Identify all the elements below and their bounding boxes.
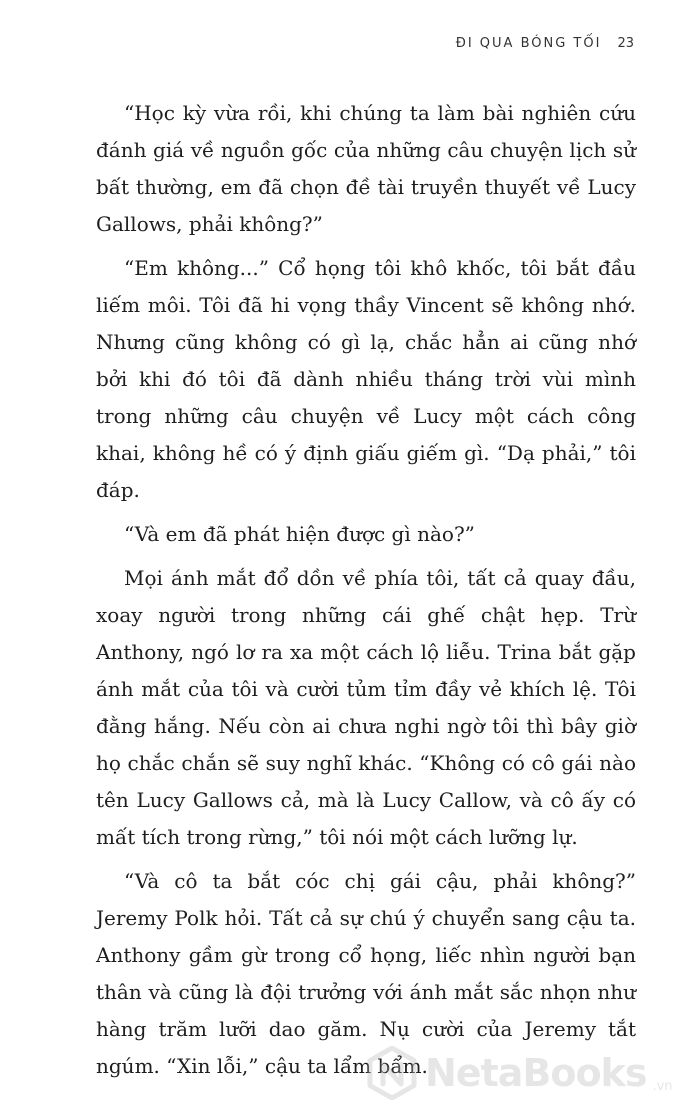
- paragraph: “Em không...” Cổ họng tôi khô khốc, tôi bắt đầu liếm môi. Tôi đã hi vọng thầy Vincent sẽ không nhớ. Nhưng cũng không có gì lạ, chắc hẳn ai cũng nhớ bởi khi đó tôi đã dành nhiều tháng trời vùi mình trong những câu chuyện về Lucy một cách công khai, không hề có ý định giấu giếm gì. “Dạ phải,” tôi đáp.: [96, 256, 636, 502]
- paragraph: Mọi ánh mắt đổ dồn về phía tôi, tất cả quay đầu, xoay người trong những cái ghế chật hẹp. Trừ Anthony, ngó lơ ra xa một cách lộ liễu. Trina bắt gặp ánh mắt của tôi và cười tủm tỉm đầy vẻ khích lệ. Tôi đằng hắng. Nếu còn ai chưa nghi ngờ tôi thì bây giờ họ chắc chắn sẽ suy nghĩ khác. “Không có cô gái nào tên Lucy Gallows cả, mà là Lucy Callow, và cô ấy có mất tích trong rừng,” tôi nói một cách lưỡng lự.: [96, 566, 636, 849]
- watermark-brand: NetaBooks: [425, 1051, 647, 1095]
- netabooks-watermark: [365, 1046, 673, 1100]
- watermark-suffix: .vn: [652, 1079, 673, 1094]
- paragraph: “Học kỳ vừa rồi, khi chúng ta làm bài nghiên cứu đánh giá về nguồn gốc của những câu chuyện lịch sử bất thường, em đã chọn đề tài truyền thuyết về Lucy Gallows, phải không?”: [96, 101, 636, 236]
- running-title: ĐI QUA BÓNG TỐI: [455, 36, 602, 51]
- running-header: [456, 36, 634, 51]
- paragraph: “Và em đã phát hiện được gì nào?”: [124, 522, 475, 546]
- netabooks-logo-icon: [365, 1046, 419, 1100]
- body-text: [96, 95, 636, 1092]
- page-number: 23: [617, 36, 634, 51]
- paragraph: “Và cô ta bắt cóc chị gái cậu, phải không?” Jeremy Polk hỏi. Tất cả sự chú ý chuyển sang cậu ta. Anthony gầm gừ trong cổ họng, liếc nhìn người bạn thân và cũng là đội trưởng với ánh mắt sắc nhọn như hàng trăm lưỡi dao găm. Nụ cười của Jeremy tắt ngúm. “Xin lỗi,” cậu ta lẩm bẩm.: [96, 869, 636, 1078]
